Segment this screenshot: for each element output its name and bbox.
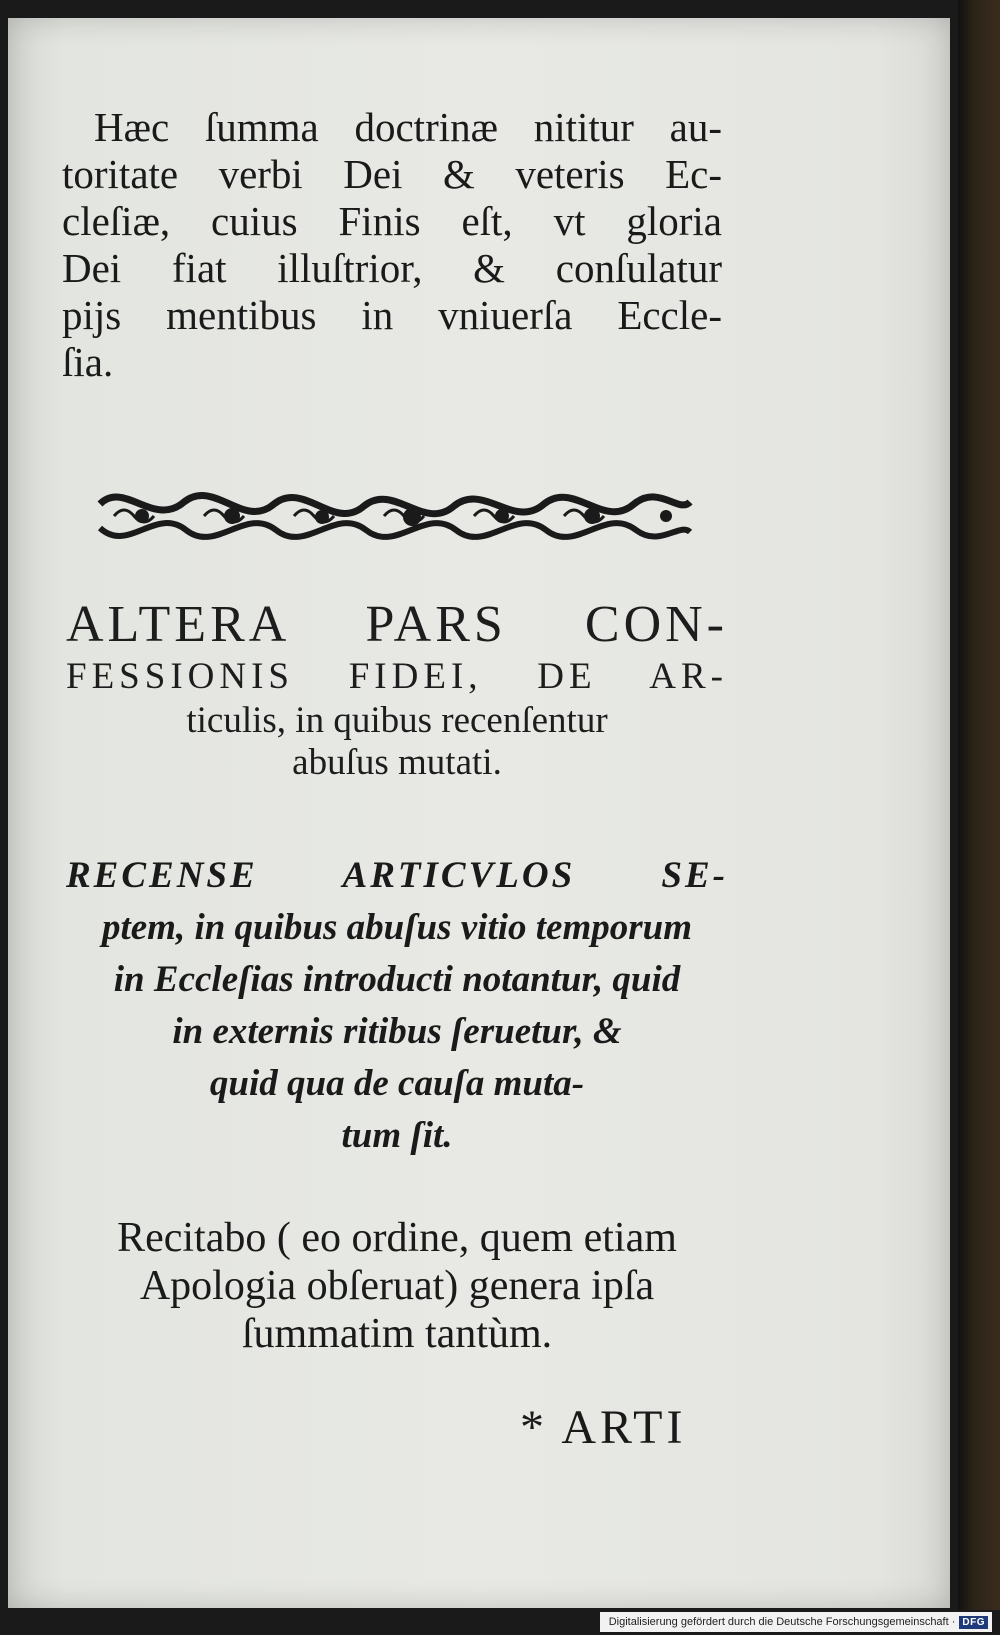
text-line: Recitabo ( eo ordine, quem etiam [117, 1215, 677, 1261]
dfg-logo: DFG [959, 1616, 988, 1629]
text-line: Hæc ſumma doctrinæ nititur au- [94, 104, 722, 150]
text-line: cleſiæ, cuius Finis eſt, vt gloria [62, 198, 722, 244]
footer-credit-text: Digitalisierung gefördert durch die Deutsche Forschungsgemeinschaft · [608, 1616, 956, 1628]
paragraph-recitabo [66, 1214, 728, 1358]
heading-line: ticulis, in quibus recenſentur [186, 700, 608, 741]
italic-line: tum ſit. [341, 1115, 453, 1156]
italic-line: ptem, in quibus abuſus vitio temporum [101, 907, 693, 948]
italic-summary [66, 850, 728, 1162]
italic-line: in externis ritibus ſeruetur, & [172, 1011, 622, 1052]
heading-line: abuſus mutati. [292, 742, 502, 783]
italic-line: quid qua de cauſa muta- [209, 1063, 585, 1104]
text-line: Apologia obſeruat) genera ipſa [139, 1263, 655, 1309]
section-heading [66, 596, 728, 784]
book-binding-edge [958, 0, 1000, 1610]
text-line: toritate verbi Dei & veteris Ec- [62, 151, 722, 197]
heading-line: ALTERA PARS CON- [66, 596, 728, 653]
text-line: ſia. [62, 339, 114, 385]
italic-line: in Eccleſias introducti notantur, quid [113, 959, 681, 1000]
digitization-footer [600, 1612, 992, 1632]
heading-line: FESSIONIS FIDEI, DE AR- [66, 656, 728, 697]
paragraph-summary [62, 104, 722, 386]
text-line: ſummatim tantùm. [241, 1311, 553, 1357]
text-line: pijs mentibus in vniuerſa Eccle- [62, 292, 722, 338]
text-line: Dei fiat illuſtrior, & conſulatur [62, 245, 722, 291]
catchword: * ARTI [520, 1401, 687, 1454]
ornamental-headpiece [94, 484, 694, 550]
italic-line: RECENSE ARTICVLOS SE- [66, 855, 728, 896]
